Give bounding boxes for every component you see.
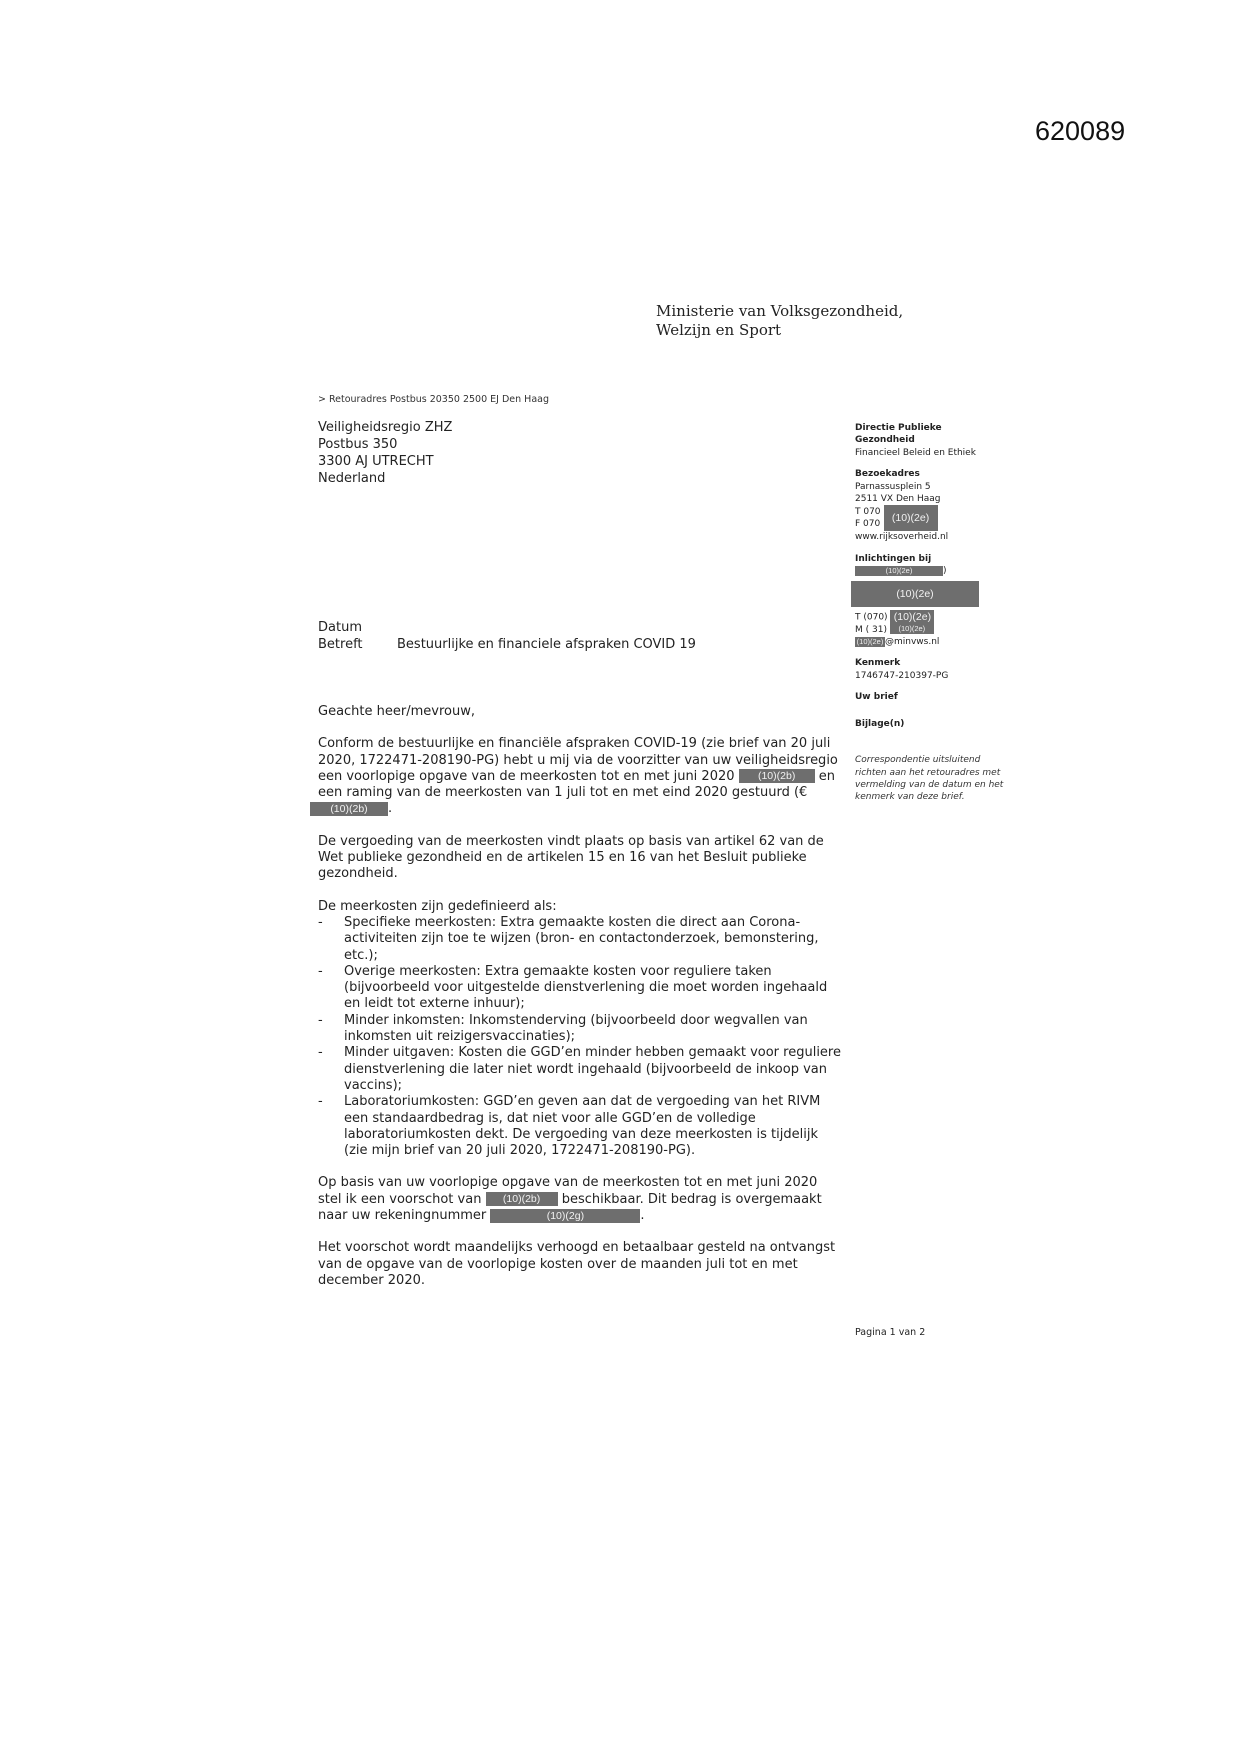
- contact-phone-row: [855, 610, 1005, 624]
- paragraph-text: en een raming van de meerkosten van 1 juli tot en met eind 2020 gestuurd (€: [318, 768, 836, 801]
- redaction-box: (10)(2b): [310, 802, 388, 816]
- list-item: - Overige meerkosten: Extra gemaakte kosten voor reguliere taken (bijvoorbeeld voor uitgestelde dienstverlening die moet worden ingehaald en leidt tot externe inhuur);: [318, 964, 843, 1013]
- uw-brief-block: [855, 691, 1005, 703]
- ministry-name-line1: Ministerie van Volksgezondheid,: [656, 302, 904, 320]
- redaction-box: (10)(2g): [490, 1209, 640, 1223]
- paragraph-text: Op basis van uw voorlopige opgave van de meerkosten tot en met juni 2020 stel ik een voorschot van: [318, 1175, 818, 1207]
- list-item: - Minder inkomsten: Inkomstenderving (bijvoorbeeld door wegvallen van inkomsten uit reizigersvaccinaties);: [318, 1013, 843, 1046]
- recipient-line: Nederland: [318, 471, 386, 486]
- document-number: 620089: [1035, 116, 1126, 146]
- bijlage-label: Bijlage(n): [855, 718, 905, 729]
- close-paren: ): [943, 566, 947, 577]
- redaction-box: (10)(2b): [486, 1192, 558, 1206]
- kenmerk-block: [855, 657, 1005, 682]
- redaction-box: (10)(2e): [851, 581, 979, 607]
- ministry-letterhead: [656, 302, 903, 340]
- redaction-box: (10)(2b): [739, 769, 815, 783]
- inlichtingen-label: Inlichtingen bij: [855, 553, 932, 564]
- recipient-address: [318, 419, 452, 487]
- bezoekadres-block: [855, 468, 1005, 544]
- contact-mobile-row: [855, 624, 1005, 636]
- meerkosten-list: [318, 915, 843, 1159]
- kenmerk-label: Kenmerk: [855, 658, 901, 669]
- paragraph-opgave: [318, 736, 843, 817]
- paragraph-maandelijks: Het voorschot wordt maandelijks verhoogd en betaalbaar gesteld na ontvangst van de opgave van de voorlopige kosten over de maanden juli tot en met december 2020.: [318, 1240, 836, 1288]
- uw-brief-label: Uw brief: [855, 692, 898, 703]
- directie-name: Directie Publieke: [855, 423, 942, 433]
- kenmerk-value: 1746747-210397-PG: [855, 670, 949, 681]
- letter-body: [318, 704, 843, 1305]
- contact-email-suffix: @minvws.nl: [885, 637, 940, 648]
- date-row: [318, 619, 696, 636]
- paragraph-text: .: [640, 1208, 645, 1224]
- redaction-box: (10)(2e): [890, 624, 934, 634]
- paragraph-text: beschikbaar. Dit bedrag is overgemaakt naar uw rekeningnummer: [318, 1191, 822, 1224]
- paragraph-vergoeding: De vergoeding van de meerkosten vindt plaats op basis van artikel 62 van de Wet publieke gezondheid en de artikelen 15 en 16 van het Besluit publieke gezondheid.: [318, 833, 824, 882]
- paragraph-voorschot: [318, 1175, 843, 1224]
- bezoekadres-label: Bezoekadres: [855, 469, 920, 480]
- list-item: - Specifieke meerkosten: Extra gemaakte kosten die direct aan Corona-activiteiten zijn toe te wijzen (bron- en contactonderzoek, bemonstering, etc.);: [318, 915, 843, 964]
- paragraph-text: Conform de bestuurlijke en financiële afspraken COVID-19 (zie brief van 20 juli 2020, 1722471-208190-PG) hebt u mij via de voorzitter van uw veiligheidsregio een voorlopige opgave van de meerkosten tot en met juni 2020: [318, 736, 838, 784]
- list-item: - Minder uitgaven: Kosten die GGD’en minder hebben gemaakt voor reguliere dienstverlening die later niet wordt ingehaald (bijvoorbeeld de inkoop van vaccins);: [318, 1045, 843, 1094]
- fax-label: F 070: [855, 519, 881, 530]
- contact-phone-label: T (070): [855, 612, 888, 623]
- redaction-box: (10)(2e): [856, 636, 884, 646]
- recipient-line: 3300 AJ UTRECHT: [318, 454, 434, 469]
- phone-label: T 070: [855, 507, 881, 518]
- return-address: > Retouradres Postbus 20350 2500 EJ Den Haag: [318, 394, 550, 405]
- redaction-box: (10)(2e): [890, 610, 934, 624]
- inlichtingen-redaction-row: [855, 581, 1005, 607]
- list-item: - Laboratoriumkosten: GGD’en geven aan dat de vergoeding van het RIVM een standaardbedrag is, dat niet voor alle GGD’en de volledige laboratoriumkosten dekt. De vergoeding van deze meerkosten is tijdelijk (zie mijn brief van 20 juli 2020, 1722471-208190-PG).: [318, 1094, 843, 1159]
- directie-name: Gezondheid: [855, 435, 915, 446]
- date-label: Datum: [318, 620, 362, 635]
- paragraph-text: .: [388, 801, 393, 817]
- meerkosten-intro: De meerkosten zijn gedefinieerd als:: [318, 898, 557, 914]
- subject-label: Betreft: [318, 637, 363, 652]
- redaction-box: (10)(2e): [855, 566, 943, 576]
- recipient-line: Postbus 350: [318, 437, 398, 452]
- recipient-line: Veiligheidsregio ZHZ: [318, 420, 453, 435]
- inlichtingen-block: [855, 553, 1005, 649]
- phone-fax-row: [855, 505, 1005, 531]
- bijlage-block: [855, 718, 1005, 730]
- subject-value: Bestuurlijke en financiele afspraken COVID 19: [397, 637, 696, 652]
- page-number: Pagina 1 van 2: [855, 1327, 926, 1338]
- salutation: Geachte heer/mevrouw,: [318, 704, 475, 719]
- contact-email-row: [855, 636, 1005, 648]
- bezoekadres-street: Parnassusplein 5: [855, 481, 931, 492]
- sidebar-colophon: [855, 422, 1005, 804]
- correspondentie-note: Correspondentie uitsluitend richten aan het retouradres met vermelding van de datum en het kenmerk van deze brief.: [855, 755, 1004, 803]
- subject-row: [318, 636, 696, 653]
- ministry-name-line2: Welzijn en Sport: [656, 321, 782, 339]
- letter-meta: [318, 619, 696, 653]
- afdeling-name: Financieel Beleid en Ethiek: [855, 447, 976, 458]
- redaction-box: (10)(2e): [884, 505, 938, 531]
- website-link[interactable]: www.rijksoverheid.nl: [855, 532, 949, 543]
- contact-mobile-label: M ( 31): [855, 624, 887, 635]
- bezoekadres-city: 2511 VX Den Haag: [855, 494, 941, 505]
- inlichtingen-name-row: [855, 565, 1005, 577]
- directie-block: [855, 422, 1005, 459]
